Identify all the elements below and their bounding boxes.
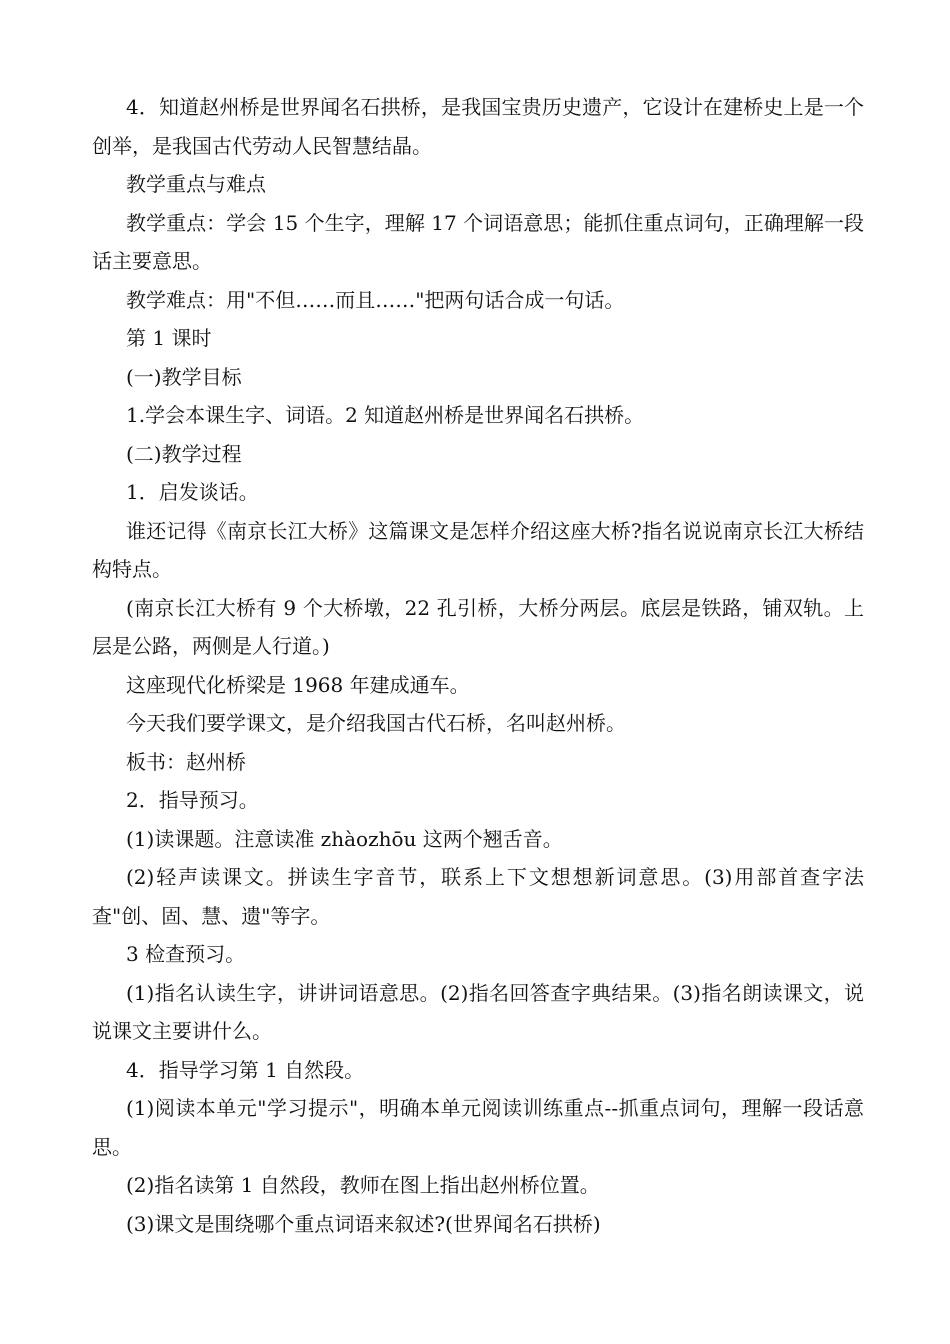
heading-lesson-1: 第 1 课时 xyxy=(126,326,212,350)
heading-teaching-process: (二)教学过程 xyxy=(126,441,242,466)
document-page xyxy=(92,88,864,1243)
paragraph-introduction: 今天我们要学课文，是介绍我国古代石桥，名叫赵州桥。 xyxy=(126,711,626,735)
paragraph-goals: 1.学会本课生字、词语。2 知道赵州桥是世界闻名石拱桥。 xyxy=(126,403,645,427)
paragraph-key-points: 教学重点：学会 15 个生字，理解 17 个词语意思；能抓住重点词句，正确理解一段话主要意思。 xyxy=(92,210,864,273)
paragraph-check: (1)指名认读生字，讲讲词语意思。(2)指名回答查字典结果。(3)指名朗读课文，说说课文主要讲什么。 xyxy=(92,980,864,1043)
step-3-heading: 3 检查预习。 xyxy=(126,942,246,966)
paragraph-read-text: (2)轻声读课文。拼读生字音节，联系上下文想想新词意思。(3)用部首查字法查"创、固、慧、遗"等字。 xyxy=(92,865,864,928)
paragraph-read-section: (2)指名读第 1 自然段，教师在图上指出赵州桥位置。 xyxy=(126,1173,600,1197)
heading-key-points: 教学重点与难点 xyxy=(126,172,266,196)
paragraph-question: 谁还记得《南京长江大桥》这篇课文是怎样介绍这座大桥?指名说说南京长江大桥结构特点。 xyxy=(92,518,864,581)
heading-teaching-goals: (一)教学目标 xyxy=(126,364,242,389)
paragraph-objective-4: 4．知道赵州桥是世界闻名石拱桥，是我国宝贵历史遗产，它设计在建桥史上是一个创举，是我国古代劳动人民智慧结晶。 xyxy=(92,95,864,158)
paragraph-bridge-description: (南京长江大桥有 9 个大桥墩，22 孔引桥，大桥分两层。底层是铁路，铺双轨。上层是公路，两侧是人行道。) xyxy=(92,595,864,658)
paragraph-study-tips: (1)阅读本单元"学习提示"，明确本单元阅读训练重点--抓重点词句，理解一段话意思。 xyxy=(92,1096,864,1159)
step-1-heading: 1．启发谈话。 xyxy=(126,480,259,504)
step-2-heading: 2．指导预习。 xyxy=(126,788,259,812)
paragraph-key-word-question: (3)课文是围绕哪个重点词语来叙述?(世界闻名石拱桥) xyxy=(126,1211,601,1236)
paragraph-read-title: (1)读课题。注意读准 zhàozhōu 这两个翘舌音。 xyxy=(126,826,563,851)
step-4-heading: 4．指导学习第 1 自然段。 xyxy=(126,1057,365,1082)
paragraph-difficulties: 教学难点：用"不但……而且……"把两句话合成一句话。 xyxy=(126,287,625,312)
paragraph-bridge-year: 这座现代化桥梁是 1968 年建成通车。 xyxy=(126,672,470,697)
paragraph-blackboard: 板书：赵州桥 xyxy=(126,749,246,774)
